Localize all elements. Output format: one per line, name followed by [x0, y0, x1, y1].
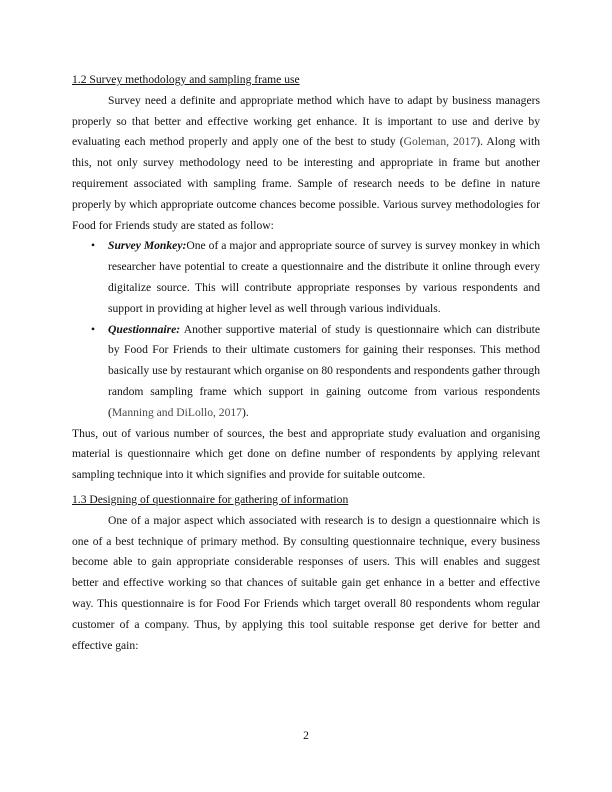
paragraph-conclusion: Thus, out of various number of sources, the best and appropriate study evaluation and organising material is questionnaire which get done on define number of respondents by applying relevant sampling technique into it which signifies and provide for suitable outcome. [72, 426, 540, 482]
list-item-questionnaire: • Questionnaire: Another supportive material of study is questionnaire which can distribute by Food For Friends to their ultimate customers for gaining their responses. This method basically use by restaurant which organise on 80 respondents and respondents gather through random sampling frame which support in gaining outcome from various respondents (Manning and DiLollo, 2017). [72, 320, 540, 424]
page-number: 2 [303, 729, 309, 742]
paragraph-questionnaire-design: One of a major aspect which associated with research is to design a questionnaire which is one of a best technique of primary method. By consulting questionnaire technique, every business become able to gain appropriate considerable responses of users. This will enables and suggest better and effective working so that chances of suitable gain get enhance in a better and effective way. This questionnaire is for Food For Friends which target overall 80 respondents whom regular customer of a company. Thus, by applying this tool suitable response get derive for better and effective gain: [72, 513, 540, 652]
citation-manning-dilollo: Manning and DiLollo, 2017 [111, 405, 242, 419]
paragraph-survey-methodology: Survey need a definite and appropriate method which have to adapt by business managers properly so that better and effective working get enhance. It is important to use and derive by evaluating each method properly and apply one of the best to study (Goleman, 2017). Along with this, not only survey methodology need to be interesting and appropriate in frame but another requirement associated with sampling frame. Sample of research needs to be define in nature properly by which appropriate outcome chances become possible. Various survey methodologies for Food for Friends study are stated as follow: [72, 93, 541, 232]
list-item-survey-monkey: • Survey Monkey:One of a major and appropriate source of survey is survey monkey in which researcher have potential to create a questionnaire and the distribute it online through every digitalize source. This will contribute appropriate responses by various respondents and support in providing at higher level as well through various individuals. [72, 236, 540, 319]
bullet-icon: • [91, 239, 96, 253]
document-page [72, 70, 540, 656]
section-heading-1-2: 1.2 Survey methodology and sampling frame use [72, 73, 300, 86]
term-survey-monkey: Survey Monkey: [108, 239, 187, 253]
methodology-list [72, 236, 540, 423]
term-questionnaire: Questionnaire: [108, 322, 181, 336]
citation-goleman: Goleman, 2017 [403, 135, 477, 149]
bullet-icon: • [91, 322, 96, 336]
section-heading-1-3: 1.3 Designing of questionnaire for gathering of information [72, 492, 349, 506]
